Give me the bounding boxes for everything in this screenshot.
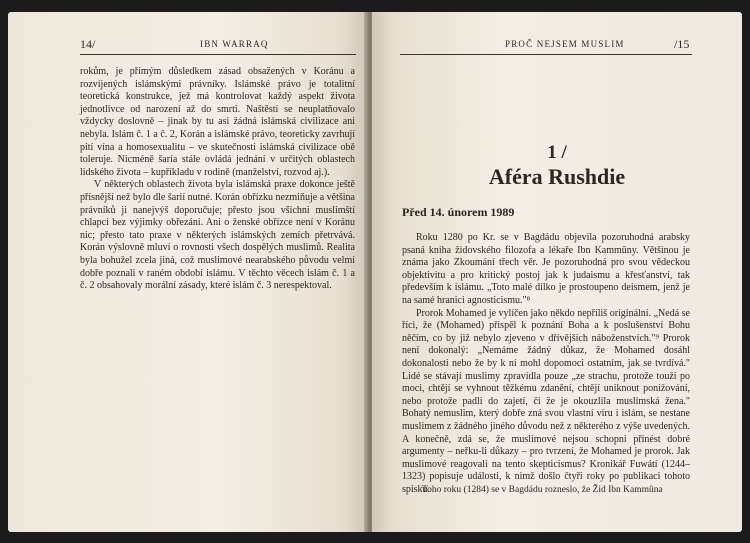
left-page — [8, 12, 368, 532]
chapter-title: Aféra Rushdie — [488, 164, 626, 189]
right-paragraph-1: Roku 1280 po Kr. se v Bagdádu objevila pozoruhodná arabsky psaná kniha židovského filozofa a lékaře Ibn Kammûny. Většinou je známa jako Zkoumání třech věr. Je pozoruhodná pro svou vědeckou objektivitu a pro kritický postoj jak k judaismu a křesťanství, tak především k islámu. „Toto malé dílko je prostoupeno deismem, jenž je na samé hranici agnosticismu."⁸ — [402, 232, 690, 306]
right-text-block — [402, 232, 690, 496]
left-running-title: IBN WARRAQ — [200, 39, 269, 49]
left-paragraph-1: rokům, je přímým důsledkem zásad obsažených v Koránu a rozvíjených islámskými právníky. Islámské právo je totalitní teoretická konstrukce, jež má kontrolovat každý aspekt života jednotlivce od narození až do smrti. Naštěstí se neuplatňovalo vždycky doslovně – jinak by tu asi žádná islámská civilizace ani nebyla. Islám č. 1 a č. 2, Korán a islámské právo, teoreticky zavrhují pití vína a homosexualitu – ve skutečnosti islámská civilizace obě toleruje. Nicméně šaría stále ovládá jednání v určitých oblastech lidského života – kupříkladu v rodině (manželství, rozvod aj.). — [80, 66, 355, 178]
left-paragraph-2: V některých oblastech života byla islámská praxe dokonce ještě přísnější než bylo dle šarií nutné. Korán obřízku nezmiňuje a většina právníků ji nanejvýš doporučuje; přesto jsou všichni muslimští chlapci bez výjimky obřezáni. Ani o ženské obřízce není v Koránu nic; přesto tato praxe v některých islámských zemích přetrvává. Korán výslovně mluví o rovnosti všech dospělých muslimů. Realita byla bohužel zcela jiná, což muslimové nearabského původu velmi dobře poznali v raném období islámu. V těchto věcech islám č. 1 a č. 2 obsahovaly morální zásady, které islám č. 3 nerespektoval. — [80, 179, 355, 292]
chapter-number: 1 / — [547, 142, 567, 163]
right-running-title: PROČ NEJSEM MUSLIM — [505, 39, 625, 49]
right-page-number: /15 — [674, 37, 690, 51]
section-heading: Před 14. únorem 1989 — [402, 205, 515, 219]
quote-line: Toho roku (1284) se v Bagdádu rozneslo, že Žid Ibn Kammûna — [422, 485, 663, 495]
left-page-number: 14/ — [80, 37, 96, 51]
left-header-rule — [80, 54, 356, 55]
right-paragraph-2: Prorok Mohamed je vylíčen jako někdo nepříliš originální. „Nedá se říci, že (Mohamed) přispěl k poznání Boha a k poslušenství Bohu něčím, co by již nebylo zjeveno v dřívějších náboženstvích."⁹ Prorok není dokonalý: „Nemáme žádný důkaz, že Mohamed dosáhl dokonalosti nebo že by k ní mohl dopomoci ostatním, jak se tvrdívá." Lidé se stávají muslimy zpravidla pouze „ze strachu, protože touží po moci, chtějí se vyhnout těžkému zdanění, chtějí uniknout ponižování, nebo protože padli do zajetí, či že je okouzlila muslimská žena." Bohatý nemuslim, který dobře zná svou vlastní víru i islám, se nestane muslimem z žádného jiného důvodu než z některého z výše uvedených. A konečně, zdá se, že muslimové nejsou schopni přinést dobré argumenty – neřku-li důkazy – pro tvrzení, že Mohamed je prorok. Jak muslimové reagovali na tento skepticismus? Kronikář Fuwátí (1244–1323) popisuje události, k nimž došlo čtyři roky po publikaci tohoto spisku. — [402, 307, 690, 495]
right-header-rule — [400, 54, 692, 55]
left-text-block — [80, 66, 355, 293]
right-page — [372, 12, 742, 532]
